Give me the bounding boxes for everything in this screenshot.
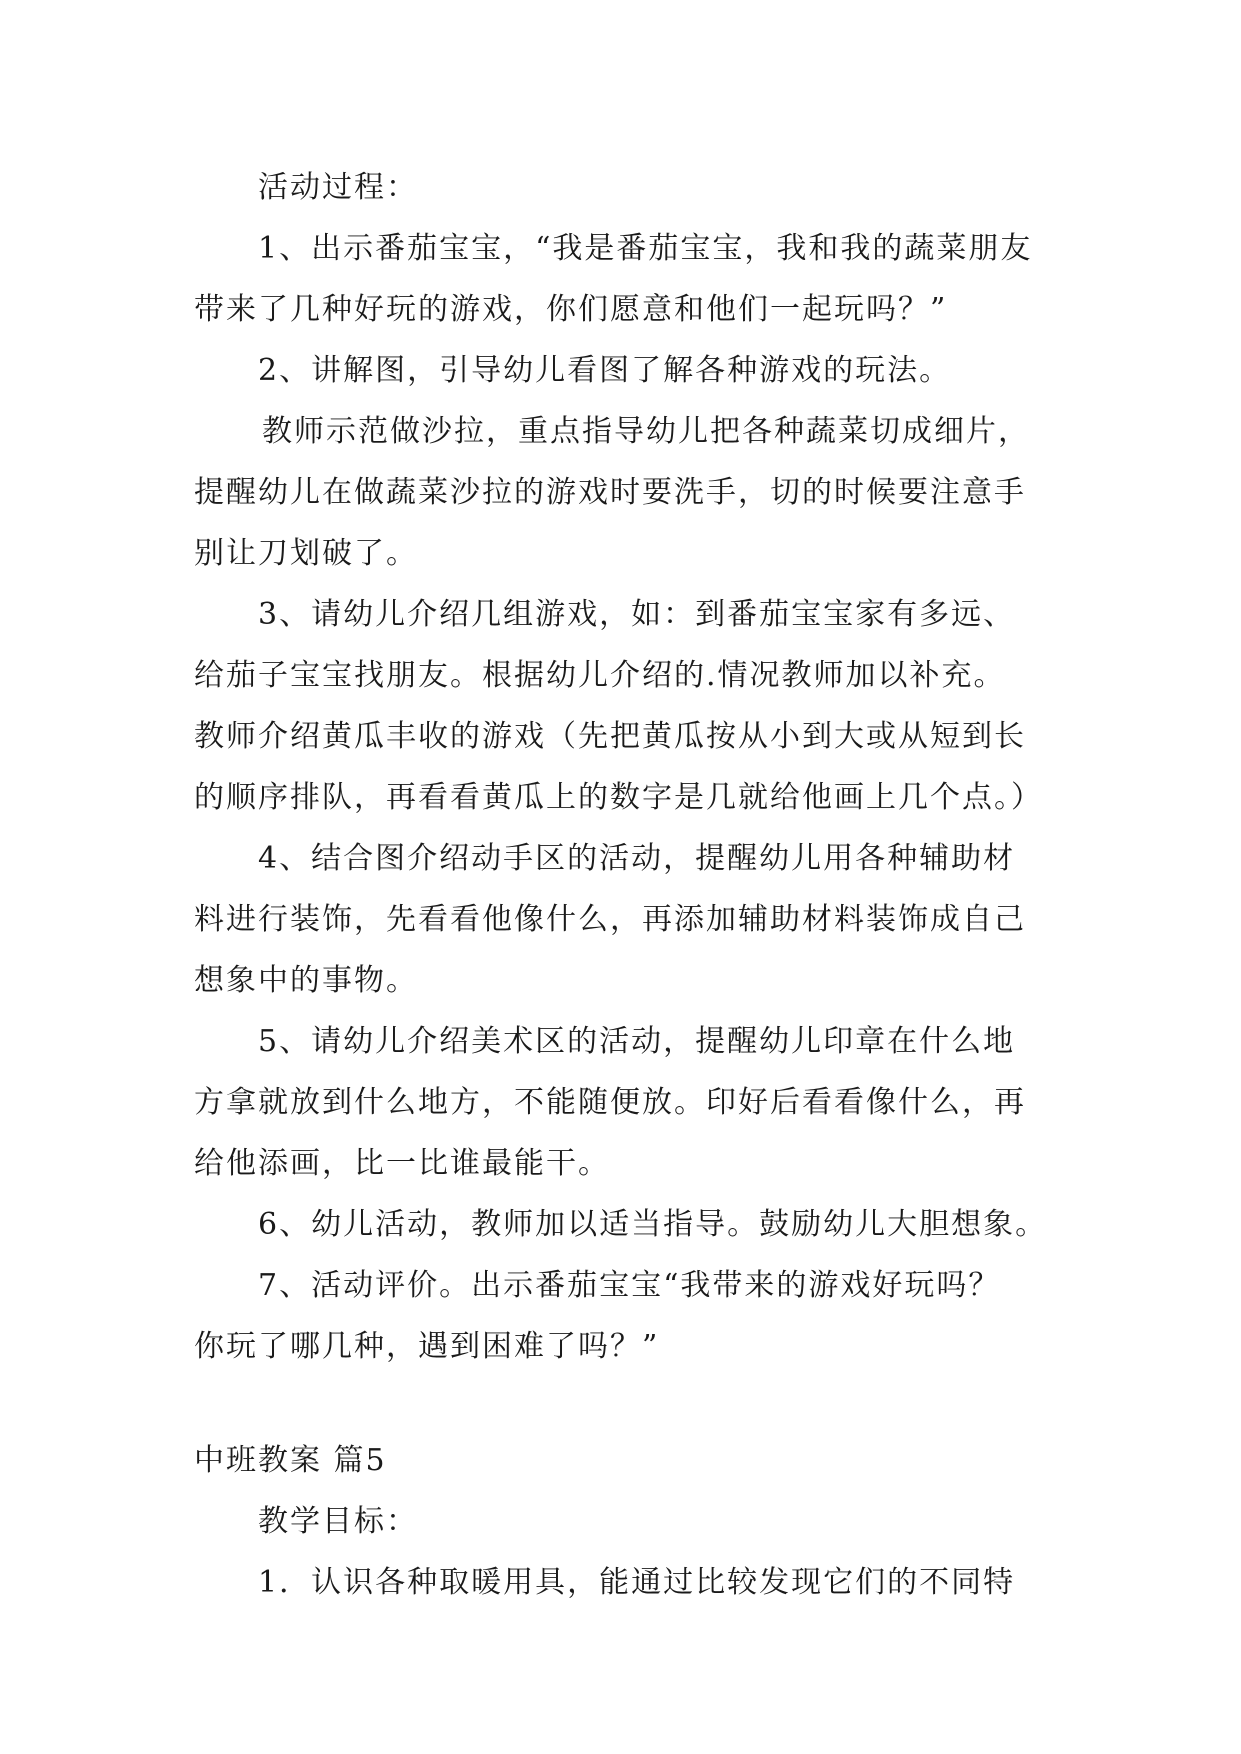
paragraph-line: 带来了几种好玩的游戏，你们愿意和他们一起玩吗？” xyxy=(194,292,948,327)
paragraph-line: 5、请幼儿介绍美术区的活动，提醒幼儿印章在什么地 xyxy=(258,1024,1016,1059)
paragraph-line: 你玩了哪几种，遇到困难了吗？” xyxy=(194,1329,660,1364)
paragraph-line: 7、活动评价。出示番茄宝宝“我带来的游戏好玩吗？ xyxy=(258,1268,1001,1303)
section-heading-teaching-goals: 教学目标： xyxy=(258,1504,418,1539)
paragraph-line: 教师示范做沙拉，重点指导幼儿把各种蔬菜切成细片， xyxy=(262,414,1030,449)
paragraph-line: 2、讲解图，引导幼儿看图了解各种游戏的玩法。 xyxy=(258,353,952,388)
paragraph-line: 教师介绍黄瓜丰收的游戏（先把黄瓜按从小到大或从短到长 xyxy=(194,719,1026,754)
paragraph-line: 给茄子宝宝找朋友。根据幼儿介绍的.情况教师加以补充。 xyxy=(194,658,1006,693)
paragraph-line: 别让刀划破了。 xyxy=(194,536,418,571)
paragraph-line: 给他添画，比一比谁最能干。 xyxy=(194,1146,610,1181)
paragraph-line: 6、幼儿活动，教师加以适当指导。鼓励幼儿大胆想象。 xyxy=(258,1207,1048,1242)
paragraph-line: 的顺序排队，再看看黄瓜上的数字是几就给他画上几个点。） xyxy=(194,780,1043,815)
paragraph-line: 想象中的事物。 xyxy=(194,963,418,998)
paragraph-line: 4、结合图介绍动手区的活动，提醒幼儿用各种辅助材 xyxy=(258,841,1016,876)
section-title: 中班教案 篇5 xyxy=(194,1443,387,1478)
paragraph-line: 1、出示番茄宝宝，“我是番茄宝宝，我和我的蔬菜朋友 xyxy=(258,231,1033,266)
paragraph-line: 提醒幼儿在做蔬菜沙拉的游戏时要洗手，切的时候要注意手 xyxy=(194,475,1026,510)
paragraph-line: 3、请幼儿介绍几组游戏，如：到番茄宝宝家有多远、 xyxy=(258,597,1016,632)
paragraph-line: 料进行装饰，先看看他像什么，再添加辅助材料装饰成自己 xyxy=(194,902,1026,937)
paragraph-line: 1．认识各种取暖用具，能通过比较发现它们的不同特 xyxy=(258,1565,1016,1600)
paragraph-line: 方拿就放到什么地方，不能随便放。印好后看看像什么，再 xyxy=(194,1085,1026,1120)
section-heading-activity-process: 活动过程： xyxy=(258,170,418,205)
